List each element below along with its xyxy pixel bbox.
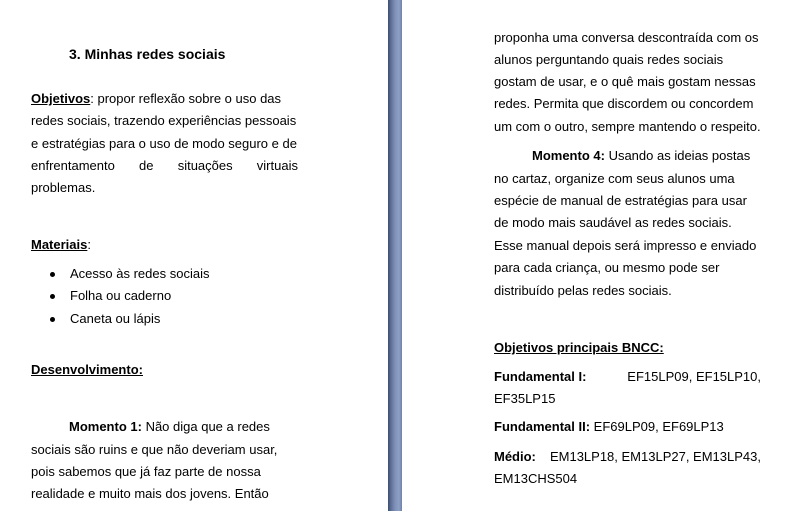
momento4-line: no cartaz, organize com seus alunos uma (494, 171, 735, 186)
momento4-line-1 (532, 148, 750, 164)
bullet-icon (50, 317, 55, 322)
objetivos-line-3: e estratégias para o uso de modo seguro e de (31, 136, 297, 151)
momento4-line: espécie de manual de estratégias para usar (494, 193, 747, 208)
momento1-text: Não diga que a redes (141, 419, 270, 434)
medio-line-1 (494, 449, 761, 465)
materiais-heading (31, 237, 91, 253)
materiais-colon: : (87, 237, 91, 252)
fundamental1-codes: EF15LP09, EF15LP10, (627, 369, 761, 384)
objetivos-word: virtuais (256, 158, 298, 173)
fundamental1-line-1 (494, 369, 761, 385)
continuation-line: proponha uma conversa descontraída com os (494, 30, 759, 45)
momento1-line-4: realidade e muito mais dos jovens. Então (31, 486, 269, 501)
continuation-line: redes. Permita que discordem ou concordem (494, 96, 754, 111)
section-title: 3. Minhas redes sociais (69, 46, 226, 62)
momento1-line-3: pois sabemos que já faz parte de nossa (31, 464, 261, 479)
material-item: Acesso às redes sociais (70, 266, 210, 281)
left-page (0, 0, 388, 511)
momento1-label: Momento 1: (69, 419, 142, 434)
objetivos-word: de (139, 158, 154, 173)
continuation-line: um com o outro, sempre mantendo o respeito. (494, 119, 761, 134)
materiais-label: Materiais (31, 237, 88, 252)
page-gap (388, 0, 402, 511)
material-item: Folha ou caderno (70, 288, 172, 303)
momento4-label: Momento 4: (532, 148, 605, 163)
bullet-icon (50, 294, 55, 299)
momento1-line-2: sociais são ruins e que não deveriam usar, (31, 442, 278, 457)
objetivos-colon: : (90, 91, 94, 106)
objetivos-word: enfrentamento (31, 158, 115, 173)
objetivos-word: situações (177, 158, 233, 173)
continuation-line: alunos perguntando quais redes sociais (494, 52, 724, 67)
fundamental1-label: Fundamental I: (494, 369, 587, 384)
bullet-icon (50, 272, 55, 277)
medio-label: Médio: (494, 449, 536, 464)
momento4-line: Esse manual depois será impresso e enviado (494, 238, 757, 253)
fundamental2-codes: EF69LP09, EF69LP13 (590, 419, 724, 434)
fundamental2-label: Fundamental II: (494, 419, 591, 434)
objetivos-label: Objetivos (31, 91, 91, 106)
medio-codes: EM13LP18, EM13LP27, EM13LP43, (549, 449, 761, 464)
fundamental2-line (494, 419, 724, 435)
objetivos-line-5: problemas. (31, 180, 96, 195)
momento4-line: para cada criança, ou mesmo pode ser (494, 260, 720, 275)
bncc-heading: Objetivos principais BNCC: (494, 340, 664, 355)
medio-line-2: EM13CHS504 (494, 471, 578, 486)
momento4-line: de modo mais saudável as redes sociais. (494, 215, 732, 230)
momento4-text: Usando as ideias postas (604, 148, 751, 163)
momento1-line-1 (69, 419, 298, 435)
objetivos-line-1 (31, 91, 298, 107)
objetivos-line-4 (31, 158, 298, 174)
objetivos-line-2: redes sociais, trazendo experiências pessoais (31, 113, 297, 128)
objetivos-text: propor reflexão sobre o uso das (93, 91, 282, 106)
continuation-line: gostam de usar, e o quê mais gostam nessas (494, 74, 756, 89)
momento4-line: distribuído pelas redes sociais. (494, 283, 672, 298)
material-item: Caneta ou lápis (70, 311, 161, 326)
desenvolvimento-heading: Desenvolvimento: (31, 362, 143, 377)
fundamental1-line-2: EF35LP15 (494, 391, 556, 406)
right-page (402, 0, 787, 511)
